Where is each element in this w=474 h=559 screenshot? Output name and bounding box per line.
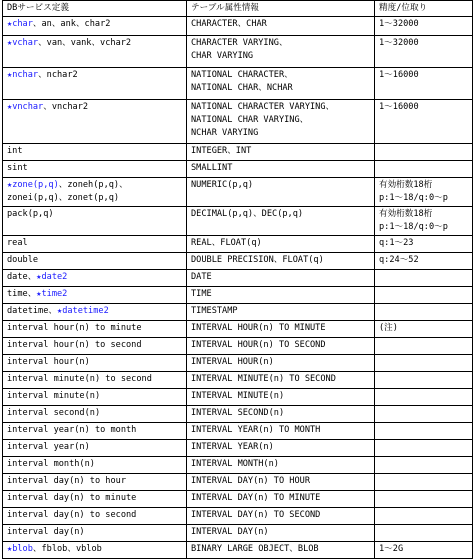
db-definition-cell bbox=[3, 389, 187, 406]
table-attribute-cell bbox=[187, 372, 375, 389]
db-definition-cell bbox=[3, 253, 187, 270]
table-attribute-cell bbox=[187, 17, 375, 36]
db-definition-line bbox=[7, 192, 183, 205]
table-attribute-cell bbox=[187, 440, 375, 457]
table-row bbox=[3, 178, 473, 207]
table-attribute-line: INTERVAL DAY(n) TO HOUR bbox=[191, 476, 310, 486]
db-definition-line bbox=[7, 356, 183, 370]
precision-cell bbox=[375, 270, 473, 287]
star-icon: ★ bbox=[7, 19, 13, 29]
db-definition-cell bbox=[3, 68, 187, 100]
table-attribute-cell bbox=[187, 178, 375, 207]
precision-line bbox=[379, 526, 469, 540]
db-definition-cell bbox=[3, 372, 187, 389]
type-name: interval hour(n) to second bbox=[7, 340, 142, 350]
table-row bbox=[3, 321, 473, 338]
header-row bbox=[3, 1, 473, 17]
table-row bbox=[3, 338, 473, 355]
precision-cell bbox=[375, 423, 473, 440]
precision-cell bbox=[375, 236, 473, 253]
precision-line bbox=[379, 407, 469, 421]
table-attribute-line: INTERVAL MINUTE(n) bbox=[191, 391, 285, 401]
precision-cell bbox=[375, 287, 473, 304]
precision-line: (注) bbox=[379, 323, 398, 333]
document-page bbox=[2, 0, 472, 559]
table-attribute-cell bbox=[187, 253, 375, 270]
db-definition-cell bbox=[3, 423, 187, 440]
type-name: interval second(n) bbox=[7, 408, 101, 418]
star-icon: ★ bbox=[7, 102, 13, 112]
type-name: 、zoneh(p,q)、 bbox=[58, 180, 128, 190]
highlighted-type-name: char bbox=[12, 19, 33, 29]
db-definition-cell bbox=[3, 178, 187, 207]
star-icon: ★ bbox=[7, 544, 13, 554]
precision-cell bbox=[375, 207, 473, 236]
table-attribute-line: DECIMAL(p,q)、DEC(p,q) bbox=[191, 209, 304, 219]
db-definition-line bbox=[7, 179, 183, 192]
table-attribute-line: CHAR VARYING bbox=[191, 51, 254, 61]
table-row bbox=[3, 457, 473, 474]
highlighted-type-name: zone(p,q) bbox=[12, 180, 59, 190]
table-row bbox=[3, 17, 473, 36]
precision-cell bbox=[375, 178, 473, 207]
precision-line bbox=[379, 458, 469, 472]
header-table-attribute-info: テーブル属性情報 bbox=[187, 1, 375, 17]
table-row bbox=[3, 525, 473, 542]
db-definition-line bbox=[7, 37, 183, 51]
precision-cell bbox=[375, 144, 473, 161]
db-definition-line bbox=[7, 509, 183, 523]
table-attribute-cell bbox=[187, 423, 375, 440]
table-row bbox=[3, 270, 473, 287]
table-attribute-line: NATIONAL CHARACTER VARYING、 bbox=[191, 102, 335, 112]
type-name: 、fblob、vblob bbox=[32, 544, 102, 554]
precision-line bbox=[379, 509, 469, 523]
db-definition-cell bbox=[3, 304, 187, 321]
precision-line bbox=[379, 373, 469, 387]
type-name: 、van、vank、vchar2 bbox=[38, 38, 132, 48]
precision-cell bbox=[375, 253, 473, 270]
precision-cell bbox=[375, 355, 473, 372]
table-attribute-line: SMALLINT bbox=[191, 163, 233, 173]
table-attribute-cell bbox=[187, 287, 375, 304]
highlighted-type-name: date2 bbox=[41, 272, 68, 282]
db-definition-cell bbox=[3, 207, 187, 236]
type-name: datetime、 bbox=[7, 306, 57, 316]
precision-line: q:24〜52 bbox=[379, 255, 419, 265]
precision-line: 有効桁数18桁 bbox=[379, 209, 433, 219]
db-definition-cell bbox=[3, 100, 187, 144]
table-row bbox=[3, 508, 473, 525]
table-attribute-line: INTEGER、INT bbox=[191, 146, 252, 156]
table-attribute-line: INTERVAL YEAR(n) bbox=[191, 442, 274, 452]
precision-cell bbox=[375, 161, 473, 178]
type-name: interval month(n) bbox=[7, 459, 95, 469]
table-attribute-line: NUMERIC(p,q) bbox=[191, 180, 254, 190]
table-attribute-line: INTERVAL YEAR(n) TO MONTH bbox=[191, 425, 321, 435]
type-name: 、an、ank、char2 bbox=[32, 19, 111, 29]
highlighted-type-name: datetime2 bbox=[62, 306, 109, 316]
db-definition-line bbox=[7, 543, 183, 557]
highlighted-type-name: vchar bbox=[12, 38, 39, 48]
db-definition-cell bbox=[3, 355, 187, 372]
star-icon: ★ bbox=[36, 272, 42, 282]
table-attribute-cell bbox=[187, 207, 375, 236]
precision-cell bbox=[375, 406, 473, 423]
db-definition-cell bbox=[3, 36, 187, 68]
precision-line: p:1〜18/q:0〜p bbox=[379, 193, 448, 203]
precision-cell bbox=[375, 372, 473, 389]
table-row bbox=[3, 144, 473, 161]
precision-line: 1〜32000 bbox=[379, 38, 419, 48]
type-name: double bbox=[7, 255, 39, 265]
table-row bbox=[3, 287, 473, 304]
table-row bbox=[3, 491, 473, 508]
table-row bbox=[3, 68, 473, 100]
precision-cell bbox=[375, 440, 473, 457]
table-attribute-line: DATE bbox=[191, 272, 212, 282]
precision-line: 有効桁数18桁 bbox=[379, 180, 433, 190]
type-name: 、vnchar2 bbox=[43, 102, 89, 112]
table-attribute-cell bbox=[187, 389, 375, 406]
table-attribute-cell bbox=[187, 525, 375, 542]
table-attribute-cell bbox=[187, 68, 375, 100]
table-row bbox=[3, 36, 473, 68]
type-name: interval minute(n) bbox=[7, 391, 101, 401]
db-definition-cell bbox=[3, 17, 187, 36]
db-definition-line bbox=[7, 424, 183, 438]
type-name: interval year(n) to month bbox=[7, 425, 137, 435]
table-attribute-cell bbox=[187, 236, 375, 253]
precision-line bbox=[379, 162, 469, 176]
highlighted-type-name: time2 bbox=[41, 289, 68, 299]
type-name: interval day(n) to minute bbox=[7, 493, 137, 503]
precision-line: 1〜16000 bbox=[379, 102, 419, 112]
db-definition-line bbox=[7, 526, 183, 540]
precision-cell bbox=[375, 321, 473, 338]
type-name: 、nchar2 bbox=[38, 70, 78, 80]
precision-cell bbox=[375, 525, 473, 542]
db-definition-cell bbox=[3, 287, 187, 304]
table-attribute-cell bbox=[187, 304, 375, 321]
precision-cell bbox=[375, 542, 473, 559]
db-definition-line bbox=[7, 271, 183, 285]
precision-line bbox=[379, 475, 469, 489]
table-attribute-line: INTERVAL HOUR(n) TO MINUTE bbox=[191, 323, 326, 333]
table-row bbox=[3, 474, 473, 491]
table-row bbox=[3, 406, 473, 423]
table-attribute-cell bbox=[187, 270, 375, 287]
precision-line bbox=[379, 339, 469, 353]
precision-line: 1〜32000 bbox=[379, 19, 419, 29]
table-attribute-line: DOUBLE PRECISION、FLOAT(q) bbox=[191, 255, 324, 265]
table-row bbox=[3, 423, 473, 440]
table-attribute-cell bbox=[187, 491, 375, 508]
db-definition-line bbox=[7, 208, 183, 222]
table-attribute-line: BINARY LARGE OBJECT、BLOB bbox=[191, 544, 319, 554]
precision-line bbox=[379, 441, 469, 455]
db-definition-line bbox=[7, 458, 183, 472]
type-name: interval day(n) to hour bbox=[7, 476, 126, 486]
precision-line: 1〜16000 bbox=[379, 70, 419, 80]
type-name: real bbox=[7, 238, 28, 248]
table-attribute-line: INTERVAL SECOND(n) bbox=[191, 408, 285, 418]
type-name: interval day(n) bbox=[7, 527, 85, 537]
db-definition-line bbox=[7, 373, 183, 387]
precision-cell bbox=[375, 100, 473, 144]
db-definition-line bbox=[7, 305, 183, 319]
table-attribute-line: CHARACTER VARYING、 bbox=[191, 38, 288, 48]
precision-line bbox=[379, 356, 469, 370]
table-attribute-line: REAL、FLOAT(q) bbox=[191, 238, 262, 248]
db-definition-cell bbox=[3, 542, 187, 559]
table-row bbox=[3, 161, 473, 178]
db-definition-line bbox=[7, 441, 183, 455]
table-row bbox=[3, 389, 473, 406]
db-definition-line bbox=[7, 288, 183, 302]
db-definition-cell bbox=[3, 144, 187, 161]
precision-line bbox=[379, 305, 469, 319]
db-definition-cell bbox=[3, 236, 187, 253]
db-definition-line bbox=[7, 475, 183, 489]
header-db-service-definition: DBサービス定義 bbox=[3, 1, 187, 17]
precision-cell bbox=[375, 508, 473, 525]
type-mapping-table bbox=[2, 0, 473, 559]
precision-line bbox=[379, 145, 469, 159]
type-name: sint bbox=[7, 163, 28, 173]
db-definition-line bbox=[7, 407, 183, 421]
table-attribute-cell bbox=[187, 321, 375, 338]
precision-line bbox=[379, 271, 469, 285]
type-name: interval year(n) bbox=[7, 442, 90, 452]
star-icon: ★ bbox=[36, 289, 42, 299]
table-row bbox=[3, 100, 473, 144]
precision-line: p:1〜18/q:0〜p bbox=[379, 222, 448, 232]
table-attribute-line: INTERVAL DAY(n) TO SECOND bbox=[191, 510, 321, 520]
table-attribute-line: INTERVAL HOUR(n) bbox=[191, 357, 274, 367]
table-attribute-cell bbox=[187, 355, 375, 372]
db-definition-line bbox=[7, 322, 183, 336]
db-definition-line bbox=[7, 254, 183, 268]
table-attribute-cell bbox=[187, 161, 375, 178]
table-attribute-cell bbox=[187, 406, 375, 423]
star-icon: ★ bbox=[57, 306, 63, 316]
db-definition-cell bbox=[3, 321, 187, 338]
db-definition-line bbox=[7, 237, 183, 251]
precision-line bbox=[379, 390, 469, 404]
type-name: zonei(p,q)、zonet(p,q) bbox=[7, 193, 120, 203]
table-attribute-line: TIME bbox=[191, 289, 212, 299]
table-row bbox=[3, 355, 473, 372]
table-attribute-line: NATIONAL CHARACTER、 bbox=[191, 70, 293, 80]
table-attribute-line: CHARACTER、CHAR bbox=[191, 19, 267, 29]
db-definition-line bbox=[7, 69, 183, 83]
table-row bbox=[3, 207, 473, 236]
precision-cell bbox=[375, 457, 473, 474]
precision-line bbox=[379, 288, 469, 302]
table-attribute-cell bbox=[187, 100, 375, 144]
star-icon: ★ bbox=[7, 38, 13, 48]
type-name: interval day(n) to second bbox=[7, 510, 137, 520]
precision-line bbox=[379, 424, 469, 438]
table-attribute-cell bbox=[187, 542, 375, 559]
db-definition-cell bbox=[3, 161, 187, 178]
precision-cell bbox=[375, 36, 473, 68]
table-row bbox=[3, 542, 473, 559]
precision-cell bbox=[375, 17, 473, 36]
precision-cell bbox=[375, 304, 473, 321]
table-attribute-cell bbox=[187, 144, 375, 161]
table-attribute-cell bbox=[187, 474, 375, 491]
db-definition-cell bbox=[3, 491, 187, 508]
type-name: date、 bbox=[7, 272, 37, 282]
precision-line: q:1〜23 bbox=[379, 238, 414, 248]
db-definition-line bbox=[7, 162, 183, 176]
db-definition-line bbox=[7, 145, 183, 159]
precision-line: 1〜2G bbox=[379, 544, 404, 554]
db-definition-line bbox=[7, 339, 183, 353]
table-row bbox=[3, 236, 473, 253]
type-name: interval hour(n) to minute bbox=[7, 323, 142, 333]
precision-cell bbox=[375, 338, 473, 355]
table-row bbox=[3, 304, 473, 321]
type-name: int bbox=[7, 146, 23, 156]
db-definition-line bbox=[7, 492, 183, 506]
table-row bbox=[3, 253, 473, 270]
table-row bbox=[3, 440, 473, 457]
table-attribute-cell bbox=[187, 36, 375, 68]
db-definition-cell bbox=[3, 508, 187, 525]
precision-cell bbox=[375, 491, 473, 508]
type-name: interval minute(n) to second bbox=[7, 374, 152, 384]
db-definition-cell bbox=[3, 406, 187, 423]
table-attribute-cell bbox=[187, 338, 375, 355]
db-definition-cell bbox=[3, 270, 187, 287]
highlighted-type-name: blob bbox=[12, 544, 33, 554]
precision-cell bbox=[375, 389, 473, 406]
db-definition-cell bbox=[3, 440, 187, 457]
table-attribute-line: TIMESTAMP bbox=[191, 306, 238, 316]
highlighted-type-name: nchar bbox=[12, 70, 39, 80]
precision-cell bbox=[375, 68, 473, 100]
table-attribute-line: NCHAR VARYING bbox=[191, 128, 259, 138]
db-definition-line bbox=[7, 390, 183, 404]
type-name: interval hour(n) bbox=[7, 357, 90, 367]
star-icon: ★ bbox=[7, 180, 13, 190]
db-definition-cell bbox=[3, 474, 187, 491]
table-attribute-line: NATIONAL CHAR、NCHAR bbox=[191, 83, 293, 93]
db-definition-line bbox=[7, 101, 183, 115]
db-definition-cell bbox=[3, 338, 187, 355]
table-attribute-line: INTERVAL DAY(n) TO MINUTE bbox=[191, 493, 321, 503]
table-attribute-line: INTERVAL MINUTE(n) TO SECOND bbox=[191, 374, 336, 384]
table-attribute-line: NATIONAL CHAR VARYING、 bbox=[191, 115, 309, 125]
table-attribute-cell bbox=[187, 508, 375, 525]
highlighted-type-name: vnchar bbox=[12, 102, 44, 112]
type-name: pack(p,q) bbox=[7, 209, 54, 219]
db-definition-cell bbox=[3, 525, 187, 542]
db-definition-cell bbox=[3, 457, 187, 474]
table-attribute-cell bbox=[187, 457, 375, 474]
table-attribute-line: INTERVAL MONTH(n) bbox=[191, 459, 279, 469]
db-definition-line bbox=[7, 18, 183, 32]
precision-line bbox=[379, 492, 469, 506]
table-attribute-line: INTERVAL DAY(n) bbox=[191, 527, 269, 537]
header-precision-scale: 精度/位取り bbox=[375, 1, 473, 17]
table-row bbox=[3, 372, 473, 389]
precision-cell bbox=[375, 474, 473, 491]
table-attribute-line: INTERVAL HOUR(n) TO SECOND bbox=[191, 340, 326, 350]
star-icon: ★ bbox=[7, 70, 13, 80]
type-name: time、 bbox=[7, 289, 37, 299]
